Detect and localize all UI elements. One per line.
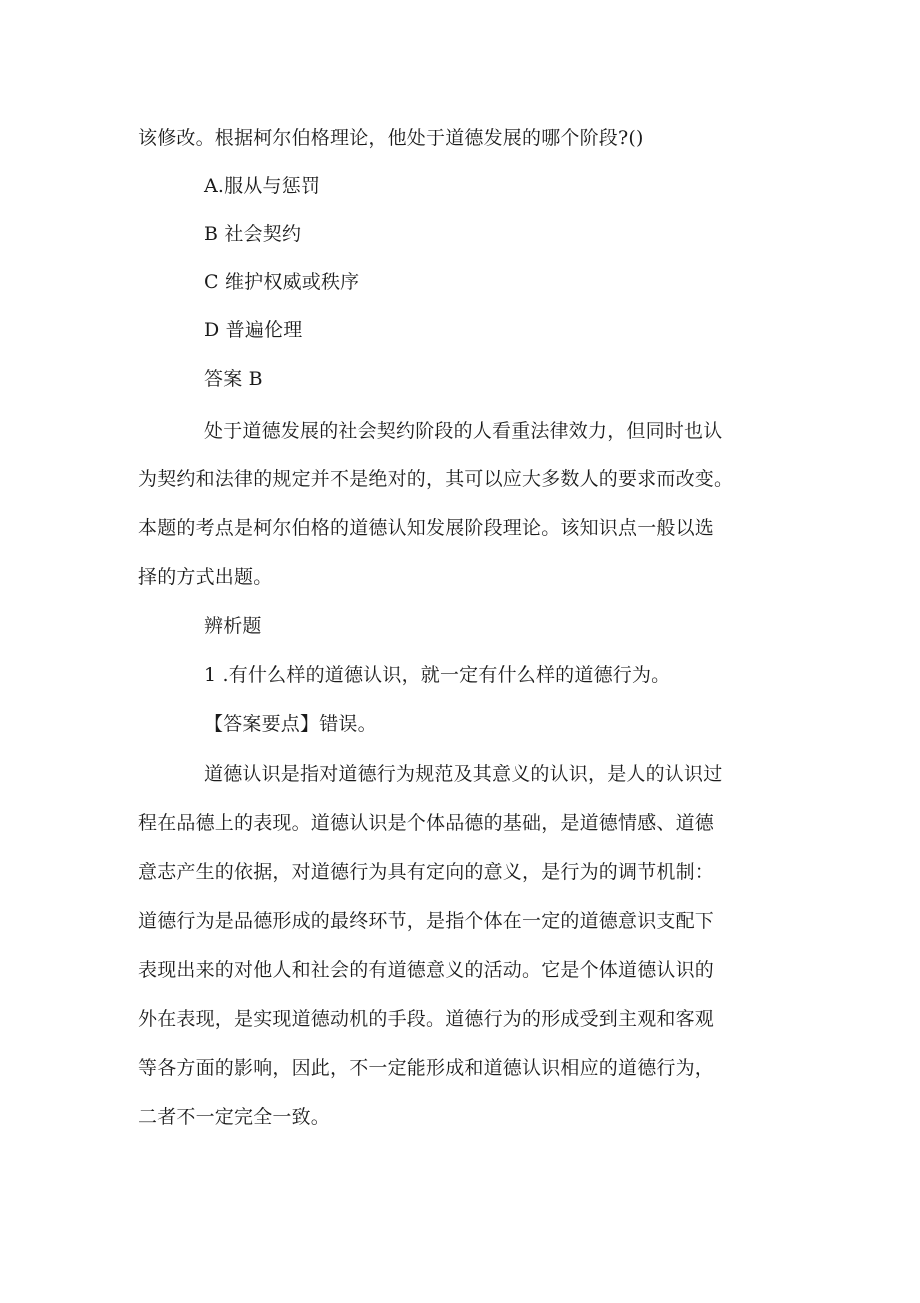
analysis-line: 表现出来的对他人和社会的有道德意义的活动。它是个体道德认识的 [138,959,715,981]
item-statement: 1 .有什么样的道德认识，就一定有什么样的道德行为。 [204,664,671,686]
explanation-line: 本题的考点是柯尔伯格的道德认知发展阶段理论。该知识点一般以选 [138,517,715,539]
answer-line: 答案 B [204,368,263,390]
analysis-line: 道德认识是指对道德行为规范及其意义的认识，是人的认识过 [204,763,723,785]
option-c: C 维护权威或秩序 [204,271,360,293]
analysis-line: 外在表现，是实现道德动机的手段。道德行为的形成受到主观和客观 [138,1008,715,1030]
explanation-line: 为契约和法律的规定并不是绝对的，其可以应大多数人的要求而改变。 [138,468,734,490]
analysis-line: 等各方面的影响，因此，不一定能形成和道德认识相应的道德行为， [138,1057,715,1079]
explanation-line: 处于道德发展的社会契约阶段的人看重法律效力，但同时也认 [204,420,723,442]
analysis-line: 程在品德上的表现。道德认识是个体品德的基础，是道德情感、道德 [138,812,715,834]
option-d: D 普遍伦理 [204,319,303,341]
section-heading: 辨析题 [204,615,262,637]
option-a: A.服从与惩罚 [204,175,321,197]
analysis-line: 二者不一定完全一致。 [138,1106,331,1128]
analysis-line: 意志产生的依据，对道德行为具有定向的意义，是行为的调节机制： [138,861,715,883]
answer-key: 【答案要点】错误。 [204,713,377,735]
analysis-line: 道德行为是品德形成的最终环节，是指个体在一定的道德意识支配下 [138,910,715,932]
question-stem: 该修改。根据柯尔伯格理论，他处于道德发展的哪个阶段?() [138,127,644,149]
option-b: B 社会契约 [204,223,302,245]
explanation-line: 择的方式出题。 [138,566,273,588]
